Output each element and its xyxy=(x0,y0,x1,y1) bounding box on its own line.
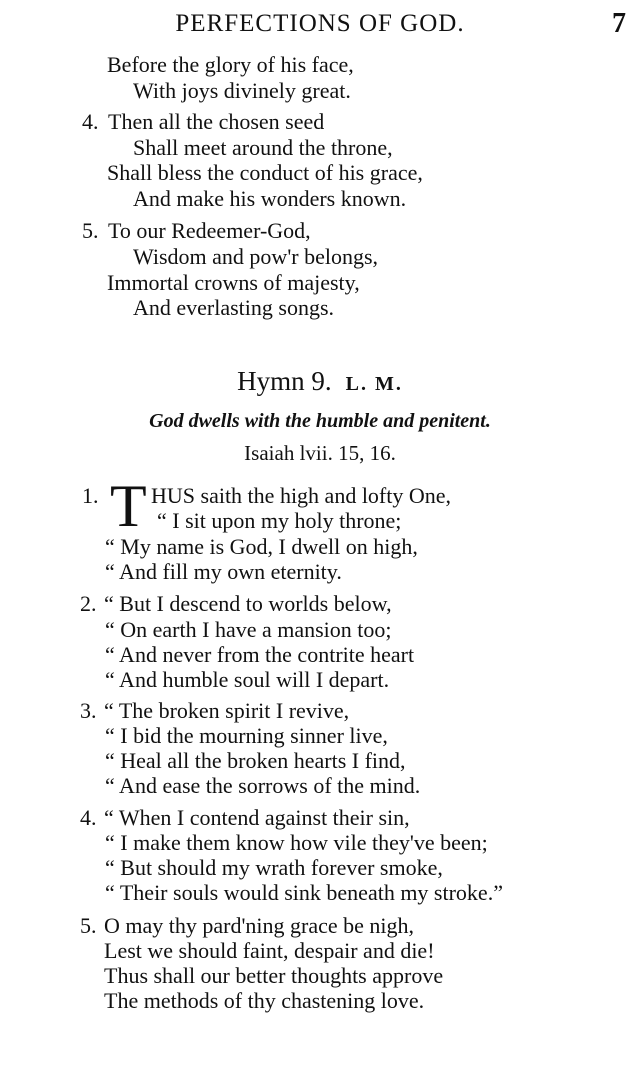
verse-line: Wisdom and pow'r belongs, xyxy=(133,244,379,269)
verse-line: Thus shall our better thoughts approve xyxy=(104,963,444,988)
verse-line: “ I bid the mourning sinner live, xyxy=(105,723,388,748)
verse-line: Shall bless the conduct of his grace, xyxy=(107,160,423,185)
verse-line: “ I make them know how vile they've been; xyxy=(105,830,488,855)
hymn-title: Hymn 9. xyxy=(237,366,332,396)
verse-line: “ My name is God, I dwell on high, xyxy=(105,534,418,559)
drop-cap: T xyxy=(110,473,147,539)
verse-line: “ Heal all the broken hearts I find, xyxy=(105,748,406,773)
hymn-subtitle: God dwells with the humble and penitent. xyxy=(149,410,491,432)
verse-line: “ The broken spirit I revive, xyxy=(104,698,350,723)
verse-line: “ I sit upon my holy throne; xyxy=(157,508,402,533)
running-head-title: PERFECTIONS OF GOD. xyxy=(175,10,465,37)
verse-line: “ And ease the sorrows of the mind. xyxy=(105,773,421,798)
verse-line: “ On earth I have a mansion too; xyxy=(105,617,392,642)
verse-line: Immortal crowns of majesty, xyxy=(107,270,360,295)
verse-line: “ Their souls would sink beneath my stroke.” xyxy=(105,880,503,905)
stanza-number: 3. xyxy=(80,698,97,723)
verse-line: HUS saith the high and lofty One, xyxy=(151,483,452,508)
running-head xyxy=(0,6,640,42)
verse-line: Shall meet around the throne, xyxy=(133,135,393,160)
scripture-reference: Isaiah lvii. 15, 16. xyxy=(244,441,396,465)
verse-line: Before the glory of his face, xyxy=(107,52,354,77)
verse-line: “ But I descend to worlds below, xyxy=(104,591,392,616)
verse-line: “ When I contend against their sin, xyxy=(104,805,410,830)
verse-line: The methods of thy chastening love. xyxy=(104,988,425,1013)
stanza-number: 4. xyxy=(82,109,99,134)
stanza-number: 1. xyxy=(82,483,99,508)
verse-line: And everlasting songs. xyxy=(133,295,335,320)
stanza-number: 4. xyxy=(80,805,97,830)
verse-line: “ And humble soul will I depart. xyxy=(105,667,390,692)
hymn-meter: L. M. xyxy=(345,373,403,395)
stanza-number: 2. xyxy=(80,591,97,616)
verse-line: Lest we should faint, despair and die! xyxy=(104,938,435,963)
verse-line: With joys divinely great. xyxy=(133,78,351,103)
hymn-heading xyxy=(0,366,640,397)
verse-line: “ And never from the contrite heart xyxy=(105,642,415,667)
verse-line: “ But should my wrath forever smoke, xyxy=(105,855,443,880)
stanza-number: 5. xyxy=(82,218,99,243)
stanza-number: 5. xyxy=(80,913,97,938)
verse-line: Then all the chosen seed xyxy=(108,109,325,134)
verse-line: O may thy pard'ning grace be nigh, xyxy=(104,913,415,938)
page-number: 7 xyxy=(612,8,626,39)
verse-line: “ And fill my own eternity. xyxy=(105,559,342,584)
verse-line: To our Redeemer-God, xyxy=(108,218,311,243)
verse-line: And make his wonders known. xyxy=(133,186,407,211)
